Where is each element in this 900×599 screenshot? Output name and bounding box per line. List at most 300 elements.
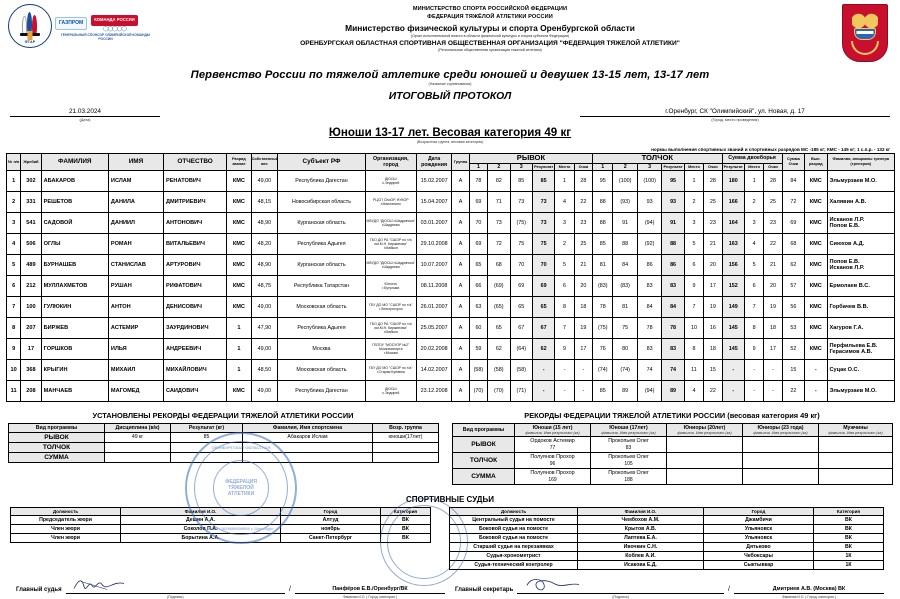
cell-sn_res: 65	[532, 296, 554, 317]
cell-t_place: -	[744, 380, 763, 401]
cell-cj_place: 2	[684, 191, 703, 212]
cell-patronymic: ВИТАЛЬЕВИЧ	[163, 233, 226, 254]
records-table-cell: Прокопьев Олег 188	[591, 468, 667, 484]
records-table-corner: Вид программы	[453, 423, 515, 436]
referee-cell-city: Джамбичи	[704, 515, 814, 524]
cell-fulfilled: -	[805, 380, 827, 401]
cell-bodyweight: 48,90	[251, 212, 278, 233]
col-snatch-3: 3	[510, 163, 532, 170]
col-lot: Жребий	[21, 154, 41, 171]
cell-total: 163	[722, 233, 744, 254]
cell-number: 17	[21, 338, 41, 359]
records-set-section	[8, 411, 438, 485]
referee-cell-name: Чембохов А.М.	[578, 515, 704, 524]
cell-birthdate: 20.02.2008	[416, 338, 452, 359]
referee-cell-position: Боковой судья на помосте	[450, 524, 578, 533]
referee-col: Фамилия И.О.	[578, 507, 704, 515]
cell-sn3: 70	[510, 254, 532, 275]
cell-sn_res: -	[532, 359, 554, 380]
cell-patronymic: ДМИТРИЕВИЧ	[163, 191, 226, 212]
chief-judge-name-caption: Фамилия И.О. ( Город, категория )	[343, 594, 397, 599]
cell-num: 3	[7, 212, 21, 233]
records-table-cell: Прокопьев Олег 83	[591, 436, 667, 452]
jury-cell-position: Председатель жюри	[11, 515, 121, 524]
cell-lastname: БУРНАШЕВ	[41, 254, 108, 275]
col-cj-1: 1	[593, 163, 613, 170]
cell-cj_res: 83	[662, 275, 684, 296]
cell-sn1: 60	[469, 317, 487, 338]
cell-sn1: 70	[469, 212, 487, 233]
cell-bodyweight: 49,00	[251, 338, 278, 359]
cell-cj3: 78	[637, 317, 661, 338]
col-snatch-place: Место	[555, 163, 574, 170]
cell-group: А	[452, 191, 469, 212]
cell-cj1: 85	[593, 233, 613, 254]
cell-sn_res: 85	[532, 170, 554, 191]
cell-total: 180	[722, 170, 744, 191]
referee-cell-name: Коблев А.И.	[578, 551, 704, 560]
cell-num: 2	[7, 191, 21, 212]
cell-region: Республика Дагестан	[278, 170, 366, 191]
cell-firstname: РУШАН	[108, 275, 163, 296]
cell-sn_res: 70	[532, 254, 554, 275]
records-set-cell-result	[171, 442, 243, 452]
cell-sn_place: 2	[555, 233, 574, 254]
cell-cj_res: 78	[662, 317, 684, 338]
records-table-cell	[819, 436, 893, 452]
cell-sum_pts: 57	[782, 275, 804, 296]
cell-patronymic: РЕНАТОВИЧ	[163, 170, 226, 191]
chief-judge-signature-block	[16, 578, 445, 599]
slash-separator-2: /	[728, 585, 730, 593]
cell-rank: КМС	[227, 380, 251, 401]
cell-sn_pts: 19	[574, 317, 592, 338]
cell-sn_pts: 20	[574, 275, 592, 296]
cell-lastname: ОГЛЫ	[41, 233, 108, 254]
cell-number: 506	[21, 233, 41, 254]
header-coat-of-arms	[824, 4, 894, 62]
cell-lastname: КРЫГИН	[41, 359, 108, 380]
cell-cj_res: 74	[662, 359, 684, 380]
cell-firstname: ИЛЬЯ	[108, 338, 163, 359]
cell-cj2: 91	[613, 212, 637, 233]
chief-judge-sign-caption: (Подпись)	[167, 594, 184, 599]
cell-sum_pts: 69	[782, 212, 804, 233]
cell-coach: Суцак О.С.	[827, 359, 894, 380]
cell-sn2: (69)	[488, 275, 510, 296]
cell-cj_pts: 25	[704, 191, 722, 212]
cell-cj_res: 91	[662, 212, 684, 233]
cell-cj1: 88	[593, 191, 613, 212]
cell-sn_pts: 22	[574, 191, 592, 212]
cell-t_pts: 20	[764, 275, 782, 296]
records-set-cell-athlete	[243, 442, 373, 452]
cell-t_place: 6	[744, 275, 763, 296]
judges-sections	[6, 507, 894, 570]
cell-sn2: 82	[488, 170, 510, 191]
records-set-row	[9, 432, 439, 442]
referee-cell-name: Ивочкин С.Н.	[578, 542, 704, 551]
cell-birthdate: 23.12.2008	[416, 380, 452, 401]
cell-patronymic: АНДРЕЕВИЧ	[163, 338, 226, 359]
records-set-cell-discipline: ТОЛЧОК	[9, 442, 105, 452]
table-row	[7, 212, 895, 233]
records-table-col: Мужчины фамилия, Имя результат (кг)	[819, 423, 893, 436]
referee-cell-category: ВК	[814, 542, 884, 551]
cell-cj3: 84	[637, 296, 661, 317]
cell-t_pts: 23	[764, 212, 782, 233]
cell-region: Республика Дагестан	[278, 380, 366, 401]
col-cj-place: Место	[684, 163, 703, 170]
cell-sn_res: -	[532, 380, 554, 401]
records-set-row	[9, 442, 439, 452]
jury-cell-position: Член жюри	[11, 524, 121, 533]
cell-cj1: 88	[593, 212, 613, 233]
referee-row	[450, 560, 884, 569]
records-set-cell-discipline: РЫВОК	[9, 432, 105, 442]
records-table-cell	[743, 452, 819, 468]
cell-fulfilled: КМС	[805, 275, 827, 296]
cell-cj1: (83)	[593, 275, 613, 296]
cell-cj2: 80	[613, 338, 637, 359]
cell-number: 489	[21, 254, 41, 275]
jury-table-body	[11, 515, 431, 542]
col-lastname: ФАМИЛИЯ	[41, 154, 108, 171]
cell-group: А	[452, 380, 469, 401]
chief-secretary-sign-caption: (Подпись)	[612, 594, 629, 599]
table-row	[7, 170, 895, 191]
records-table-body	[453, 436, 893, 484]
cell-group: А	[452, 296, 469, 317]
cell-organization: ГБУ ДО МО "СШОР по т/а" г.Электрогорск	[365, 296, 416, 317]
cell-num: 4	[7, 233, 21, 254]
cell-organization: МБУДО "ДЮСШ г.Шадринска" г.Шадринск	[365, 254, 416, 275]
cell-cj1: 76	[593, 338, 613, 359]
cell-sn2: 68	[488, 254, 510, 275]
records-table-head	[453, 423, 893, 436]
records-table-col: Юноши (15 лет) фамилия, Имя результат (кг)	[515, 423, 591, 436]
cell-number: 100	[21, 296, 41, 317]
cell-cj2: 89	[613, 380, 637, 401]
norms-note: нормы выполнения спортивных званий и спортивных разрядов МС -185 кг; КМС - 145 кг; 1 с.п.р. - 132 кг	[651, 147, 890, 152]
header-logos	[6, 4, 156, 48]
cell-t_pts: 21	[764, 254, 782, 275]
referee-cell-category: ВК	[814, 533, 884, 542]
cell-cj3: 93	[637, 191, 661, 212]
records-sections	[6, 411, 894, 485]
cell-cj_place: 4	[684, 380, 703, 401]
cell-lastname: САДОВОЙ	[41, 212, 108, 233]
gazprom-logo: ГАЗПРОМ	[55, 17, 87, 30]
cell-cj2: 88	[613, 233, 637, 254]
cell-lastname: МАНЧАЕВ	[41, 380, 108, 401]
cell-cj_pts: 19	[704, 296, 722, 317]
cell-fulfilled: КМС	[805, 212, 827, 233]
cell-sn_place: -	[555, 359, 574, 380]
cell-number: 212	[21, 275, 41, 296]
weight-category-title: Юноши 13-17 лет. Весовая категория 49 кг	[328, 126, 572, 139]
cell-cj_res: 86	[662, 254, 684, 275]
cell-total: 145	[722, 317, 744, 338]
cell-fulfilled: -	[805, 359, 827, 380]
cell-group: А	[452, 338, 469, 359]
cell-sum_pts: 52	[782, 338, 804, 359]
records-set-table	[8, 423, 439, 463]
cell-bodyweight: 48,20	[251, 233, 278, 254]
cell-sum_pts: 68	[782, 233, 804, 254]
cell-fulfilled: КМС	[805, 338, 827, 359]
jury-row	[11, 533, 431, 542]
cell-rank: КМС	[227, 275, 251, 296]
cell-cj_res: 88	[662, 233, 684, 254]
col-coach: Фамилия, инициалы тренера (тренеров)	[827, 154, 894, 171]
cell-sum_pts: 84	[782, 170, 804, 191]
records-table-cell	[743, 468, 819, 484]
jury-cell-city: Санкт-Петербург	[281, 533, 381, 542]
cell-cj3: (100)	[637, 170, 661, 191]
cell-group: А	[452, 212, 469, 233]
cell-firstname: АСТЕМИР	[108, 317, 163, 338]
jury-cell-name: Дешин А.А.	[121, 515, 281, 524]
cell-cj1: 85	[593, 380, 613, 401]
referee-col: Город	[704, 507, 814, 515]
cell-birthdate: 15.04.2007	[416, 191, 452, 212]
jury-cell-category: ВК	[381, 524, 431, 533]
cell-rank: КМС	[227, 254, 251, 275]
cell-sn3: 67	[510, 317, 532, 338]
cell-sn2: (65)	[488, 296, 510, 317]
cell-bodyweight: 49,00	[251, 170, 278, 191]
cell-cj2: 81	[613, 296, 637, 317]
referees-table-head	[450, 507, 884, 515]
cell-sn1: 63	[469, 296, 487, 317]
records-set-cell-age_group	[373, 452, 439, 462]
referee-cell-category: 1К	[814, 551, 884, 560]
cell-cj_pts: 22	[704, 380, 722, 401]
col-snatch-group: РЫВОК	[469, 154, 592, 164]
cell-sn2: (70)	[488, 380, 510, 401]
header-text-block	[156, 4, 824, 52]
cell-cj1: 95	[593, 170, 613, 191]
cell-number: 207	[21, 317, 41, 338]
records-table-cell: Полуянов Прохор 169	[515, 468, 591, 484]
col-total-place: Место	[744, 163, 763, 170]
records-reference-table	[452, 423, 893, 485]
cell-sn_place: 9	[555, 338, 574, 359]
cell-sn3: 65	[510, 296, 532, 317]
col-total-result: Результат	[723, 163, 743, 169]
records-set-cell-athlete	[243, 452, 373, 462]
cell-bodyweight: 49,00	[251, 296, 278, 317]
cell-t_place: 4	[744, 233, 763, 254]
cell-cj3: 74	[637, 359, 661, 380]
cell-sum_pts: 15	[782, 359, 804, 380]
jury-cell-city: ноябрь	[281, 524, 381, 533]
cell-t_pts: -	[764, 380, 782, 401]
cell-coach: Хагуров Г.А.	[827, 317, 894, 338]
cell-sn1: 69	[469, 233, 487, 254]
referee-cell-category: ВК	[814, 515, 884, 524]
stamp-bottom-text: ОГРН 1025600000094 г. Оренбург	[208, 526, 274, 531]
cell-coach: Халявин А.В.	[827, 191, 894, 212]
referee-row	[450, 551, 884, 560]
jury-cell-category: ВК	[381, 515, 431, 524]
cell-sn_pts: -	[574, 359, 592, 380]
col-total-points: Очки	[764, 163, 782, 170]
cell-cj3: (92)	[637, 233, 661, 254]
cell-sn2: 72	[488, 233, 510, 254]
referee-cell-city: Ульяновск	[704, 524, 814, 533]
cell-sn_place: 6	[555, 275, 574, 296]
cell-number: 331	[21, 191, 41, 212]
cell-cj1: (74)	[593, 359, 613, 380]
cell-t_pts: 18	[764, 317, 782, 338]
records-table-section	[452, 411, 892, 485]
cell-cj3: (94)	[637, 380, 661, 401]
cell-firstname: МАГОМЕД	[108, 380, 163, 401]
cell-sn_res: 62	[532, 338, 554, 359]
cell-t_place: 7	[744, 296, 763, 317]
cell-birthdate: 03.01.2007	[416, 212, 452, 233]
judges-title: СПОРТИВНЫЕ СУДЬИ	[405, 494, 494, 504]
signatures-row	[6, 578, 894, 599]
referee-cell-category: ВК	[814, 524, 884, 533]
referee-row	[450, 542, 884, 551]
results-table-body	[7, 170, 895, 401]
cell-lastname: БИРЖЕВ	[41, 317, 108, 338]
col-organization: Организация, город	[365, 154, 416, 171]
cell-cj_pts: 23	[704, 212, 722, 233]
records-table-row	[453, 468, 893, 484]
table-row	[7, 296, 895, 317]
cell-cj_pts: 21	[704, 233, 722, 254]
organization-line: ОРЕНБУРГСКАЯ ОБЛАСТНАЯ СПОРТИВНАЯ ОБЩЕСТВЕННАЯ ОРГАНИЗАЦИЯ "ФЕДЕРАЦИЯ ТЯЖЕЛОЙ АТЛЕТИКИ"	[300, 40, 680, 48]
jury-cell-name: Борытина А.А.	[121, 533, 281, 542]
cell-region: Новосибирская область	[278, 191, 366, 212]
referee-col: Должность	[450, 507, 578, 515]
cell-cj_res: 84	[662, 296, 684, 317]
cell-group: А	[452, 359, 469, 380]
cell-sn3: 73	[510, 191, 532, 212]
cell-sn_place: 8	[555, 296, 574, 317]
cell-rank: КМС	[227, 212, 251, 233]
cell-coach: Сиюхов А.Д.	[827, 233, 894, 254]
cell-number: 368	[21, 359, 41, 380]
cell-rank: КМС	[227, 296, 251, 317]
cell-fulfilled: КМС	[805, 254, 827, 275]
col-num: № п/п	[7, 154, 21, 171]
cell-patronymic: МИХАЙЛОВИЧ	[163, 359, 226, 380]
cell-cj3: (94)	[637, 212, 661, 233]
cell-lastname: ГОРШКОВ	[41, 338, 108, 359]
date-caption: (Дата)	[79, 118, 91, 122]
cell-cj2: (83)	[613, 275, 637, 296]
cell-coach: Перфильева Е.В. Герасимов А.В.	[827, 338, 894, 359]
cell-sn_pts: 25	[574, 233, 592, 254]
cell-total: 166	[722, 191, 744, 212]
records-set-col: Возр. группа	[373, 423, 439, 432]
cell-cj_place: 8	[684, 338, 703, 359]
cell-sn_res: 73	[532, 191, 554, 212]
cell-bodyweight: 48,50	[251, 359, 278, 380]
ministry-line-3: Министерство физической культуры и спорта Оренбургской области	[345, 23, 635, 34]
cell-region: Республика Адыгея	[278, 317, 366, 338]
cell-rank: КМС	[227, 233, 251, 254]
cell-number: 302	[21, 170, 41, 191]
cell-rank: 1	[227, 317, 251, 338]
jury-col: Фамилия И.О.	[121, 507, 281, 515]
cell-cj3: 83	[637, 275, 661, 296]
records-set-cell-athlete: Абакаров Ислам	[243, 432, 373, 442]
cell-cj_place: 6	[684, 254, 703, 275]
chief-secretary-name-caption: Фамилия И.О. ( Город, категория )	[782, 594, 836, 599]
cell-cj_place: 7	[684, 296, 703, 317]
records-set-cell-age_group: юноши(17лет)	[373, 432, 439, 442]
cell-organization: МБУДО "ДЮСШ г.Шадринска" г.Шадринск	[365, 212, 416, 233]
records-set-title: УСТАНОВЛЕНЫ РЕКОРДЫ ФЕДЕРАЦИИ ТЯЖЕЛОЙ АТЛЕТИКИ РОССИИ	[92, 410, 354, 420]
cell-firstname: ИСЛАМ	[108, 170, 163, 191]
olympic-rings-icon: ◯◯◯◯◯	[102, 25, 126, 32]
cell-fulfilled: КМС	[805, 191, 827, 212]
records-set-row	[9, 452, 439, 462]
table-row	[7, 380, 895, 401]
cell-rank: КМС	[227, 191, 251, 212]
cell-group: А	[452, 317, 469, 338]
cell-t_place: 5	[744, 254, 763, 275]
cell-sn_pts: 17	[574, 338, 592, 359]
col-cj-points: Очки	[704, 163, 722, 170]
col-cleanjerk-group: ТОЛЧОК	[593, 154, 722, 164]
cell-rank: КМС	[227, 170, 251, 191]
cell-sn_pts: -	[574, 380, 592, 401]
cell-sn1: 65	[469, 254, 487, 275]
records-set-col: Дисциплина (в/к)	[105, 423, 171, 432]
records-table-cell	[667, 436, 743, 452]
col-snatch-1: 1	[469, 163, 487, 170]
venue-value: г.Оренбург, СК "Олимпийский", ул. Новая, д. 17	[580, 108, 890, 117]
cell-birthdate: 29.10.2008	[416, 233, 452, 254]
cell-group: А	[452, 233, 469, 254]
cell-fulfilled: КМС	[805, 170, 827, 191]
weightlifting-federation-logo-icon	[8, 4, 52, 48]
cell-sn3: (71)	[510, 380, 532, 401]
col-total-group: Сумма двоеборья	[722, 154, 782, 164]
cell-t_pts: 25	[764, 191, 782, 212]
cell-lastname: ГУЛЮКИН	[41, 296, 108, 317]
competition-title-caption: (Название соревнования)	[428, 82, 472, 86]
slash-separator-1: /	[289, 585, 291, 593]
col-birthdate: Дата рождения	[416, 154, 452, 171]
records-set-body	[9, 432, 439, 462]
cell-birthdate: 14.02.2007	[416, 359, 452, 380]
cell-sn_place: 1	[555, 170, 574, 191]
chief-secretary-signature-block	[455, 578, 884, 599]
cell-sn2: 73	[488, 212, 510, 233]
cell-firstname: АНТОН	[108, 296, 163, 317]
cell-bodyweight: 47,90	[251, 317, 278, 338]
cell-region: Курганская область	[278, 254, 366, 275]
jury-col: Город	[281, 507, 381, 515]
cell-coach: Исканов Л.Р. Попов Е.В.	[827, 212, 894, 233]
cell-sn1: (70)	[469, 380, 487, 401]
organization-caption: (Региональная общественная организация тяжелой атлетики)	[438, 48, 542, 53]
cell-num: 8	[7, 317, 21, 338]
cell-number: 541	[21, 212, 41, 233]
cell-bodyweight: 49,00	[251, 380, 278, 401]
col-patronymic: ОТЧЕСТВО	[163, 154, 226, 171]
referee-row	[450, 533, 884, 542]
table-row	[7, 254, 895, 275]
